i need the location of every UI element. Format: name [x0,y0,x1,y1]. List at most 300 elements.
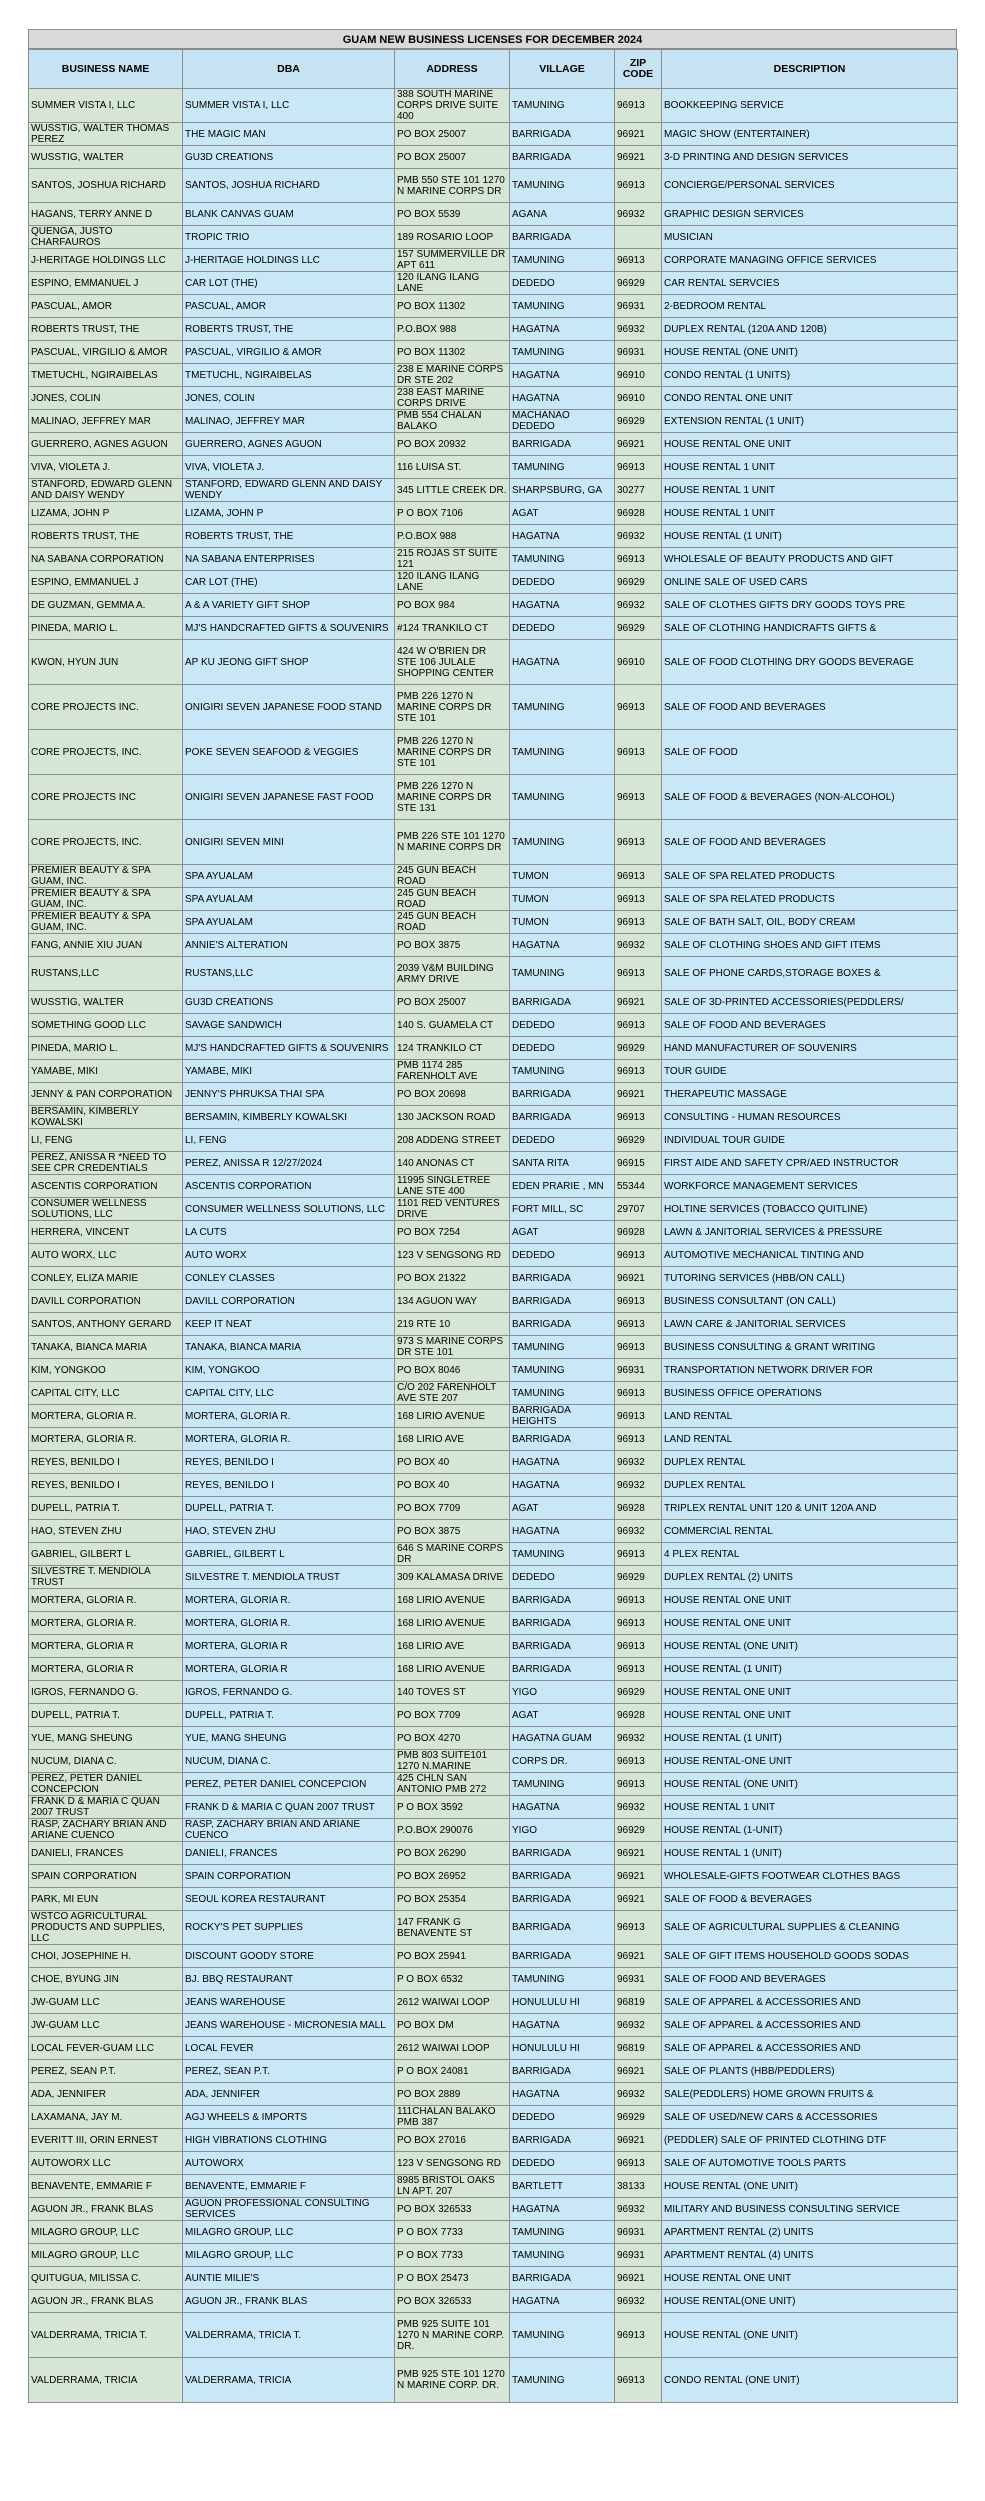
description-cell: TRIPLEX RENTAL UNIT 120 & UNIT 120A AND [662,1497,958,1520]
address-cell: 245 GUN BEACH ROAD [395,888,510,911]
address-cell: PMB 550 STE 101 1270 N MARINE CORPS DR [395,169,510,203]
address-cell: 189 ROSARIO LOOP [395,226,510,249]
dba-cell: ADA, JENNIFER [183,2083,395,2106]
business-name-cell: CONSUMER WELLNESS SOLUTIONS, LLC [29,1198,183,1221]
village-cell: BARTLETT [510,2175,615,2198]
dba-cell: SPA AYUALAM [183,865,395,888]
dba-cell: LIZAMA, JOHN P [183,502,395,525]
description-cell: SALE OF FOOD AND BEVERAGES [662,820,958,865]
village-cell: TUMON [510,911,615,934]
dba-cell: DANIELI, FRANCES [183,1842,395,1865]
table-row [29,640,958,685]
description-cell: SALE OF 3D-PRINTED ACCESSORIES(PEDDLERS/ [662,991,958,1014]
address-cell: 123 V SENGSONG RD [395,2152,510,2175]
village-cell: TAMUNING [510,685,615,730]
address-cell: PO BOX 2889 [395,2083,510,2106]
village-cell: HAGATNA [510,318,615,341]
table-row [29,203,958,226]
zip-code-cell: 96913 [615,1106,662,1129]
dba-cell: AGJ WHEELS & IMPORTS [183,2106,395,2129]
zip-code-cell: 96921 [615,1865,662,1888]
business-name-cell: DUPELL, PATRIA T. [29,1704,183,1727]
description-cell: HOUSE RENTAL (1-UNIT) [662,1819,958,1842]
table-row [29,1842,958,1865]
zip-code-cell: 96913 [615,548,662,571]
table-row [29,1750,958,1773]
dba-cell: ONIGIRI SEVEN JAPANESE FAST FOOD [183,775,395,820]
business-name-cell: J-HERITAGE HOLDINGS LLC [29,249,183,272]
zip-code-cell: 96910 [615,387,662,410]
address-cell: P O BOX 3592 [395,1796,510,1819]
zip-code-cell: 96913 [615,957,662,991]
business-name-cell: JENNY & PAN CORPORATION [29,1083,183,1106]
table-row [29,571,958,594]
table-row [29,387,958,410]
village-cell: DEDEDO [510,1129,615,1152]
business-name-cell: PREMIER BEAUTY & SPA GUAM, INC. [29,865,183,888]
business-name-cell: PINEDA, MARIO L. [29,617,183,640]
description-cell: DUPLEX RENTAL (120A AND 120B) [662,318,958,341]
address-cell: 424 W O'BRIEN DR STE 106 JULALE SHOPPING CENTER [395,640,510,685]
village-cell: DEDEDO [510,2106,615,2129]
zip-code-cell: 96928 [615,1704,662,1727]
village-cell: AGAT [510,502,615,525]
business-name-cell: DANIELI, FRANCES [29,1842,183,1865]
village-cell: TAMUNING [510,548,615,571]
business-name-cell: PARK, MI EUN [29,1888,183,1911]
business-name-cell: EVERITT III, ORIN ERNEST [29,2129,183,2152]
table-row [29,1658,958,1681]
dba-cell: ROCKY'S PET SUPPLIES [183,1911,395,1945]
address-cell: 120 ILANG ILANG LANE [395,272,510,295]
description-cell: SALE OF CLOTHES GIFTS DRY GOODS TOYS PRE [662,594,958,617]
table-row [29,934,958,957]
address-cell: 168 LIRIO AVENUE [395,1658,510,1681]
dba-cell: BLANK CANVAS GUAM [183,203,395,226]
description-cell: HOUSE RENTAL 1 UNIT [662,479,958,502]
zip-code-cell: 96931 [615,1968,662,1991]
description-cell: APARTMENT RENTAL (4) UNITS [662,2244,958,2267]
dba-cell: ANNIE'S ALTERATION [183,934,395,957]
dba-cell: TROPIC TRIO [183,226,395,249]
table-row [29,364,958,387]
table-row [29,2198,958,2221]
business-name-cell: FRANK D & MARIA C QUAN 2007 TRUST [29,1796,183,1819]
description-cell: HOUSE RENTAL (ONE UNIT) [662,1635,958,1658]
table-row [29,123,958,146]
business-name-cell: MORTERA, GLORIA R. [29,1589,183,1612]
dba-cell: THE MAGIC MAN [183,123,395,146]
address-cell: 245 GUN BEACH ROAD [395,911,510,934]
village-cell: TAMUNING [510,341,615,364]
address-cell: 130 JACKSON ROAD [395,1106,510,1129]
description-cell: SALE OF CLOTHING SHOES AND GIFT ITEMS [662,934,958,957]
dba-cell: VALDERRAMA, TRICIA T. [183,2313,395,2358]
address-cell: 124 TRANKILO CT [395,1037,510,1060]
table-row [29,433,958,456]
business-name-cell: CORE PROJECTS INC [29,775,183,820]
business-name-cell: PEREZ, SEAN P.T. [29,2060,183,2083]
description-cell: SALE OF GIFT ITEMS HOUSEHOLD GOODS SODAS [662,1945,958,1968]
zip-code-cell: 96931 [615,1359,662,1382]
address-cell: PO BOX 26290 [395,1842,510,1865]
table-row [29,1221,958,1244]
zip-code-cell: 96932 [615,934,662,957]
description-cell: SALE OF FOOD CLOTHING DRY GOODS BEVERAGE [662,640,958,685]
address-cell: PO BOX 25007 [395,991,510,1014]
village-cell: EDEN PRARIE , MN [510,1175,615,1198]
business-name-cell: VIVA, VIOLETA J. [29,456,183,479]
zip-code-cell: 96913 [615,2152,662,2175]
dba-cell: BJ. BBQ RESTAURANT [183,1968,395,1991]
village-cell: TAMUNING [510,730,615,775]
village-cell: TUMON [510,888,615,911]
business-name-cell: AGUON JR., FRANK BLAS [29,2290,183,2313]
description-cell: SALE OF APPAREL & ACCESSORIES AND [662,1991,958,2014]
business-name-cell: MORTERA, GLORIA R [29,1658,183,1681]
dba-cell: CAR LOT (THE) [183,272,395,295]
dba-cell: MJ'S HANDCRAFTED GIFTS & SOUVENIRS [183,617,395,640]
dba-cell: MILAGRO GROUP, LLC [183,2244,395,2267]
village-cell: HAGATNA [510,1796,615,1819]
description-cell: TOUR GUIDE [662,1060,958,1083]
business-name-cell: HAGANS, TERRY ANNE D [29,203,183,226]
zip-code-cell: 96932 [615,2290,662,2313]
address-cell: P O BOX 6532 [395,1968,510,1991]
dba-cell: JEANS WAREHOUSE - MICRONESIA MALL [183,2014,395,2037]
zip-code-cell: 96913 [615,888,662,911]
business-name-cell: ESPINO, EMMANUEL J [29,272,183,295]
description-cell: HOUSE RENTAL ONE UNIT [662,1589,958,1612]
table-row [29,1014,958,1037]
description-cell: ONLINE SALE OF USED CARS [662,571,958,594]
dba-cell: JONES, COLIN [183,387,395,410]
zip-code-cell: 96913 [615,1543,662,1566]
business-name-cell: JW-GUAM LLC [29,2014,183,2037]
table-row [29,2267,958,2290]
address-cell: 140 ANONAS CT [395,1152,510,1175]
village-cell: BARRIGADA [510,1267,615,1290]
address-cell: PMB 226 1270 N MARINE CORPS DR STE 101 [395,685,510,730]
zip-code-cell: 96913 [615,1750,662,1773]
description-cell: MILITARY AND BUSINESS CONSULTING SERVICE [662,2198,958,2221]
description-cell: HOUSE RENTAL 1 UNIT [662,456,958,479]
business-name-cell: REYES, BENILDO I [29,1474,183,1497]
business-name-cell: SANTOS, ANTHONY GERARD [29,1313,183,1336]
business-name-cell: DE GUZMAN, GEMMA A. [29,594,183,617]
zip-code-cell: 96929 [615,1681,662,1704]
dba-cell: AUNTIE MILIE'S [183,2267,395,2290]
dba-cell: MORTERA, GLORIA R. [183,1405,395,1428]
business-name-cell: BENAVENTE, EMMARIE F [29,2175,183,2198]
zip-code-cell: 96921 [615,1267,662,1290]
dba-cell: AGUON PROFESSIONAL CONSULTING SERVICES [183,2198,395,2221]
description-cell: SALE OF AGRICULTURAL SUPPLIES & CLEANING [662,1911,958,1945]
table-row [29,1106,958,1129]
business-name-cell: VALDERRAMA, TRICIA [29,2358,183,2403]
table-row [29,456,958,479]
business-name-cell: NA SABANA CORPORATION [29,548,183,571]
address-cell: PO BOX 25007 [395,123,510,146]
address-cell: P O BOX 25473 [395,2267,510,2290]
table-row [29,1566,958,1589]
dba-cell: DAVILL CORPORATION [183,1290,395,1313]
village-cell: BARRIGADA [510,991,615,1014]
business-name-cell: PASCUAL, VIRGILIO & AMOR [29,341,183,364]
address-cell: PO BOX 21322 [395,1267,510,1290]
business-name-cell: AUTOWORX LLC [29,2152,183,2175]
business-name-cell: AUTO WORX, LLC [29,1244,183,1267]
zip-code-cell: 96913 [615,2358,662,2403]
business-name-cell: QUITUGUA, MILISSA C. [29,2267,183,2290]
dba-cell: SPA AYUALAM [183,888,395,911]
village-cell: HAGATNA [510,1520,615,1543]
table-row [29,1991,958,2014]
village-cell: HAGATNA [510,934,615,957]
description-cell: HOUSE RENTAL 1 (UNIT) [662,1842,958,1865]
dba-cell: BERSAMIN, KIMBERLY KOWALSKI [183,1106,395,1129]
dba-cell: A & A VARIETY GIFT SHOP [183,594,395,617]
address-cell: PMB 554 CHALAN BALAKO [395,410,510,433]
dba-cell: YAMABE, MIKI [183,1060,395,1083]
description-cell: SALE OF FOOD AND BEVERAGES [662,1014,958,1037]
table-row [29,2152,958,2175]
zip-code-cell: 96932 [615,594,662,617]
village-cell: BARRIGADA [510,146,615,169]
table-row [29,1451,958,1474]
business-name-cell: YUE, MANG SHEUNG [29,1727,183,1750]
column-header-business-name: BUSINESS NAME [29,50,183,89]
description-cell: HOUSE RENTAL ONE UNIT [662,1704,958,1727]
business-name-cell: TANAKA, BIANCA MARIA [29,1336,183,1359]
address-cell: 309 KALAMASA DRIVE [395,1566,510,1589]
business-name-cell: ROBERTS TRUST, THE [29,525,183,548]
village-cell: BARRIGADA [510,1888,615,1911]
village-cell: BARRIGADA [510,1083,615,1106]
business-name-cell: STANFORD, EDWARD GLENN AND DAISY WENDY [29,479,183,502]
business-name-cell: MORTERA, GLORIA R. [29,1612,183,1635]
description-cell: CONSULTING - HUMAN RESOURCES [662,1106,958,1129]
description-cell: SALE OF FOOD [662,730,958,775]
zip-code-cell: 96932 [615,525,662,548]
address-cell: P O BOX 24081 [395,2060,510,2083]
zip-code-cell: 96921 [615,991,662,1014]
table-row [29,1635,958,1658]
table-row [29,1773,958,1796]
licenses-sheet [28,29,957,2403]
table-row [29,888,958,911]
zip-code-cell: 96932 [615,1727,662,1750]
table-row [29,820,958,865]
address-cell: PO BOX DM [395,2014,510,2037]
description-cell: CAR RENTAL SERVCIES [662,272,958,295]
village-cell: TUMON [510,865,615,888]
village-cell: TAMUNING [510,89,615,123]
village-cell: HAGATNA [510,2290,615,2313]
zip-code-cell: 96910 [615,640,662,685]
village-cell: HAGATNA [510,525,615,548]
zip-code-cell [615,226,662,249]
business-name-cell: SOMETHING GOOD LLC [29,1014,183,1037]
table-row [29,685,958,730]
description-cell: BUSINESS OFFICE OPERATIONS [662,1382,958,1405]
address-cell: 208 ADDENG STREET [395,1129,510,1152]
zip-code-cell: 96932 [615,318,662,341]
address-cell: PO BOX 7709 [395,1497,510,1520]
table-row [29,1704,958,1727]
table-row [29,1405,958,1428]
description-cell: 2-BEDROOM RENTAL [662,295,958,318]
business-name-cell: PEREZ, PETER DANIEL CONCEPCION [29,1773,183,1796]
column-header-dba: DBA [183,50,395,89]
dba-cell: ONIGIRI SEVEN MINI [183,820,395,865]
village-cell: BARRIGADA [510,1589,615,1612]
village-cell: TAMUNING [510,1359,615,1382]
business-name-cell: DUPELL, PATRIA T. [29,1497,183,1520]
village-cell: AGAT [510,1704,615,1727]
description-cell: CORPORATE MANAGING OFFICE SERVICES [662,249,958,272]
address-cell: 973 S MARINE CORPS DR STE 101 [395,1336,510,1359]
address-cell: 8985 BRISTOL OAKS LN APT. 207 [395,2175,510,2198]
dba-cell: KEEP IT NEAT [183,1313,395,1336]
dba-cell: REYES, BENILDO I [183,1451,395,1474]
description-cell: SALE OF FOOD AND BEVERAGES [662,685,958,730]
description-cell: SALE OF FOOD AND BEVERAGES [662,1968,958,1991]
zip-code-cell: 96929 [615,2106,662,2129]
description-cell: SALE(PEDDLERS) HOME GROWN FRUITS & [662,2083,958,2106]
address-cell: 215 ROJAS ST SUITE 121 [395,548,510,571]
business-name-cell: KIM, YONGKOO [29,1359,183,1382]
table-row [29,1520,958,1543]
table-row [29,1612,958,1635]
dba-cell: DISCOUNT GOODY STORE [183,1945,395,1968]
dba-cell: STANFORD, EDWARD GLENN AND DAISY WENDY [183,479,395,502]
table-row [29,1911,958,1945]
dba-cell: RUSTANS,LLC [183,957,395,991]
address-cell: PO BOX 5539 [395,203,510,226]
village-cell: DEDEDO [510,571,615,594]
business-name-cell: JONES, COLIN [29,387,183,410]
dba-cell: KIM, YONGKOO [183,1359,395,1382]
table-row [29,2313,958,2358]
description-cell: SALE OF APPAREL & ACCESSORIES AND [662,2014,958,2037]
dba-cell: SUMMER VISTA I, LLC [183,89,395,123]
business-name-cell: QUENGA, JUSTO CHARFAUROS [29,226,183,249]
table-row [29,1198,958,1221]
description-cell: LAND RENTAL [662,1428,958,1451]
business-name-cell: CHOE, BYUNG JIN [29,1968,183,1991]
village-cell: YIGO [510,1681,615,1704]
description-cell: HOUSE RENTAL (1 UNIT) [662,1658,958,1681]
zip-code-cell: 96913 [615,1382,662,1405]
village-cell: AGAT [510,1497,615,1520]
business-name-cell: CORE PROJECTS, INC. [29,820,183,865]
description-cell: EXTENSION RENTAL (1 UNIT) [662,410,958,433]
description-cell: MUSICIAN [662,226,958,249]
table-row [29,1244,958,1267]
business-name-cell: PREMIER BEAUTY & SPA GUAM, INC. [29,888,183,911]
address-cell: PO BOX 7254 [395,1221,510,1244]
description-cell: HOUSE RENTAL (1 UNIT) [662,525,958,548]
village-cell: HAGATNA [510,364,615,387]
table-row [29,341,958,364]
dba-cell: POKE SEVEN SEAFOOD & VEGGIES [183,730,395,775]
address-cell: 116 LUISA ST. [395,456,510,479]
dba-cell: AGUON JR., FRANK BLAS [183,2290,395,2313]
business-name-cell: CORE PROJECTS, INC. [29,730,183,775]
village-cell: BARRIGADA [510,1106,615,1129]
table-row [29,226,958,249]
address-cell: 2612 WAIWAI LOOP [395,1991,510,2014]
address-cell: 238 E MARINE CORPS DR STE 202 [395,364,510,387]
village-cell: BARRIGADA HEIGHTS [510,1405,615,1428]
table-row [29,1589,958,1612]
table-row [29,1945,958,1968]
dba-cell: GABRIEL, GILBERT L [183,1543,395,1566]
zip-code-cell: 96913 [615,775,662,820]
village-cell: BARRIGADA [510,1290,615,1313]
dba-cell: SPAIN CORPORATION [183,1865,395,1888]
address-cell: 168 LIRIO AVE [395,1428,510,1451]
address-cell: PO BOX 20698 [395,1083,510,1106]
dba-cell: ONIGIRI SEVEN JAPANESE FOOD STAND [183,685,395,730]
dba-cell: LI, FENG [183,1129,395,1152]
table-row [29,2129,958,2152]
village-cell: TAMUNING [510,1336,615,1359]
description-cell: WHOLESALE-GIFTS FOOTWEAR CLOTHES BAGS [662,1865,958,1888]
business-name-cell: GUERRERO, AGNES AGUON [29,433,183,456]
zip-code-cell: 96921 [615,123,662,146]
dba-cell: GUERRERO, AGNES AGUON [183,433,395,456]
business-name-cell: HERRERA, VINCENT [29,1221,183,1244]
description-cell: INDIVIDUAL TOUR GUIDE [662,1129,958,1152]
village-cell: BARRIGADA [510,2267,615,2290]
table-body [29,89,958,2403]
description-cell: SALE OF AUTOMOTIVE TOOLS PARTS [662,2152,958,2175]
address-cell: PMB 925 STE 101 1270 N MARINE CORP. DR. [395,2358,510,2403]
zip-code-cell: 96913 [615,685,662,730]
zip-code-cell: 96931 [615,295,662,318]
business-name-cell: MILAGRO GROUP, LLC [29,2221,183,2244]
zip-code-cell: 96932 [615,1796,662,1819]
address-cell: PO BOX 20932 [395,433,510,456]
dba-cell: MILAGRO GROUP, LLC [183,2221,395,2244]
business-name-cell: MORTERA, GLORIA R [29,1635,183,1658]
address-cell: PO BOX 326533 [395,2198,510,2221]
zip-code-cell: 96929 [615,1129,662,1152]
village-cell: BARRIGADA [510,1658,615,1681]
address-cell: PO BOX 7709 [395,1704,510,1727]
table-row [29,1543,958,1566]
zip-code-cell: 96931 [615,341,662,364]
dba-cell: PEREZ, ANISSA R 12/27/2024 [183,1152,395,1175]
dba-cell: MORTERA, GLORIA R [183,1635,395,1658]
business-name-cell: MILAGRO GROUP, LLC [29,2244,183,2267]
business-name-cell: LI, FENG [29,1129,183,1152]
table-row [29,1888,958,1911]
address-cell: 219 RTE 10 [395,1313,510,1336]
column-header-village: VILLAGE [510,50,615,89]
business-name-cell: MORTERA, GLORIA R. [29,1428,183,1451]
address-cell: 2039 V&M BUILDING ARMY DRIVE [395,957,510,991]
village-cell: DEDEDO [510,1037,615,1060]
description-cell: WORKFORCE MANAGEMENT SERVICES [662,1175,958,1198]
zip-code-cell: 96913 [615,1014,662,1037]
village-cell: TAMUNING [510,1543,615,1566]
address-cell: PO BOX 40 [395,1474,510,1497]
description-cell: SALE OF PLANTS (HBB/PEDDLERS) [662,2060,958,2083]
zip-code-cell: 29707 [615,1198,662,1221]
